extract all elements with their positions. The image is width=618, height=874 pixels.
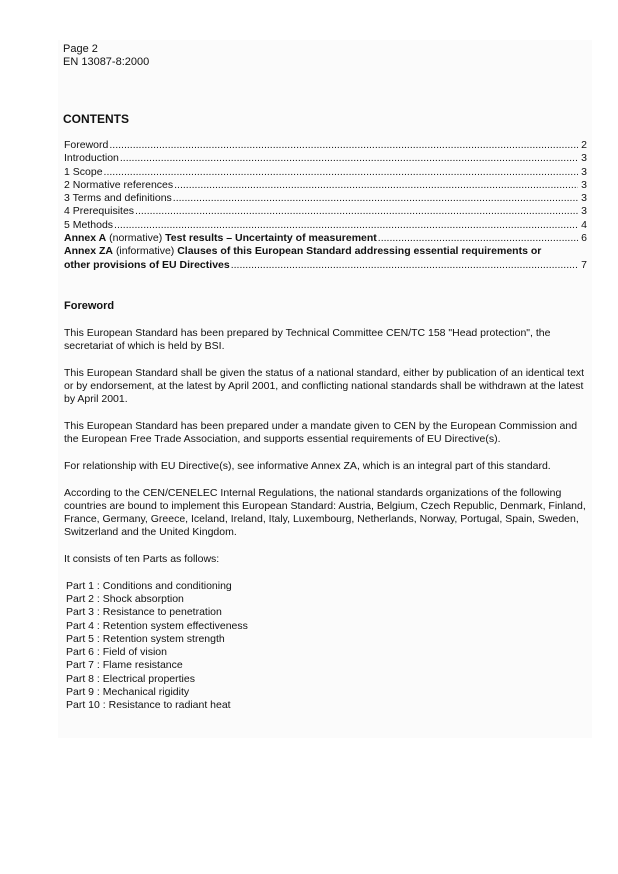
toc-leader [120, 152, 578, 165]
annex-kind: (informative) [115, 245, 175, 258]
paragraph: This European Standard has been prepared by Technical Committee CEN/TC 158 "Head protection", the secretariat of which is held by BSI. [64, 327, 551, 353]
toc-leader [135, 205, 578, 218]
toc-entry-label: 2 Normative references [64, 178, 174, 191]
toc-entry-label [64, 232, 377, 245]
toc-entry-label: 4 Prerequisites [64, 205, 135, 218]
toc-entry[interactable] [64, 192, 587, 205]
list-item: Part 4 : Retention system effectiveness [66, 619, 248, 632]
toc-entry-page: 3 [581, 165, 587, 178]
toc-entry[interactable] [64, 219, 587, 232]
paragraph: This European Standard shall be given the status of a national standard, either by publication of an identical text or by endorsement, at the latest by April 2001, and conflicting national standards shall be withdrawn at the latest by April 2001. [64, 366, 585, 406]
table-of-contents [64, 139, 587, 272]
toc-entry-page: 3 [581, 178, 587, 191]
list-item: Part 6 : Field of vision [66, 646, 167, 659]
annex-title-cont: other provisions of EU Directives [64, 258, 230, 271]
annex-code: Annex A [64, 232, 107, 245]
toc-leader [378, 232, 578, 245]
toc-entry-page: 3 [581, 192, 587, 205]
toc-entry-page: 3 [581, 205, 587, 218]
annex-kind: (normative) [109, 232, 163, 245]
toc-entry-label: 3 Terms and definitions [64, 192, 172, 205]
toc-entry-page: 3 [581, 152, 587, 165]
toc-entry-annex-za[interactable] [64, 245, 587, 272]
toc-entry[interactable] [64, 166, 587, 179]
list-item: Part 8 : Electrical properties [66, 672, 195, 685]
list-item: Part 10 : Resistance to radiant heat [66, 699, 231, 712]
toc-entry[interactable] [64, 139, 587, 152]
toc-leader [173, 192, 578, 205]
list-item: Part 1 : Conditions and conditioning [66, 579, 232, 592]
annex-title: Clauses of this European Standard addressing essential requirements or [177, 245, 542, 258]
list-item: Part 5 : Retention system strength [66, 632, 225, 645]
toc-entry-label: 5 Methods [64, 218, 114, 231]
toc-leader [114, 219, 578, 232]
annex-title: Test results – Uncertainty of measurement [165, 232, 377, 245]
paragraph: This European Standard has been prepared under a mandate given to CEN by the European Commission and the European Free Trade Association, and supports essential requirements of EU Directive(s). [64, 420, 578, 446]
list-item: Part 2 : Shock absorption [66, 592, 184, 605]
toc-entry-annex-a[interactable] [64, 232, 587, 245]
list-item: Part 9 : Mechanical rigidity [66, 686, 190, 699]
toc-leader [174, 179, 578, 192]
toc-entry-label: 1 Scope [64, 165, 103, 178]
contents-title: CONTENTS [63, 112, 129, 126]
toc-leader [231, 259, 578, 272]
toc-entry-page: 6 [581, 232, 587, 245]
toc-entry-page: 2 [581, 139, 587, 151]
toc-entry[interactable] [64, 205, 587, 218]
toc-entry[interactable] [64, 179, 587, 192]
page-number: Page 2 [63, 43, 98, 55]
toc-leader [109, 139, 578, 152]
toc-entry-page: 7 [581, 258, 587, 271]
page-header [63, 43, 149, 69]
parts-list [64, 580, 590, 713]
list-item: Part 7 : Flame resistance [66, 659, 183, 672]
toc-entry[interactable] [64, 152, 587, 165]
foreword-heading: Foreword [64, 300, 115, 312]
paragraph: According to the CEN/CENELEC Internal Regulations, the national standards organizations of the following countries are bound to implement this European Standard: Austria, Belgium, Czech Republic, Denmark, Finland, France, Germany, Greece, Iceland, Ireland, Italy, Luxembourg, Netherlands, Norway, Portugal, Spain, Sweden, Switzerland and the United Kingdom. [64, 486, 586, 539]
toc-leader [104, 166, 579, 179]
toc-entry-label: Introduction [64, 152, 119, 165]
list-item: Part 3 : Resistance to penetration [66, 606, 222, 619]
standard-id: EN 13087-8:2000 [63, 56, 150, 68]
paragraph: For relationship with EU Directive(s), see informative Annex ZA, which is an integral part of this standard. [64, 459, 551, 472]
toc-entry-page: 4 [581, 218, 587, 231]
paragraph: It consists of ten Parts as follows: [64, 553, 220, 566]
toc-entry-label: Foreword [64, 139, 109, 151]
annex-code: Annex ZA [64, 245, 114, 258]
foreword-body [64, 327, 590, 713]
